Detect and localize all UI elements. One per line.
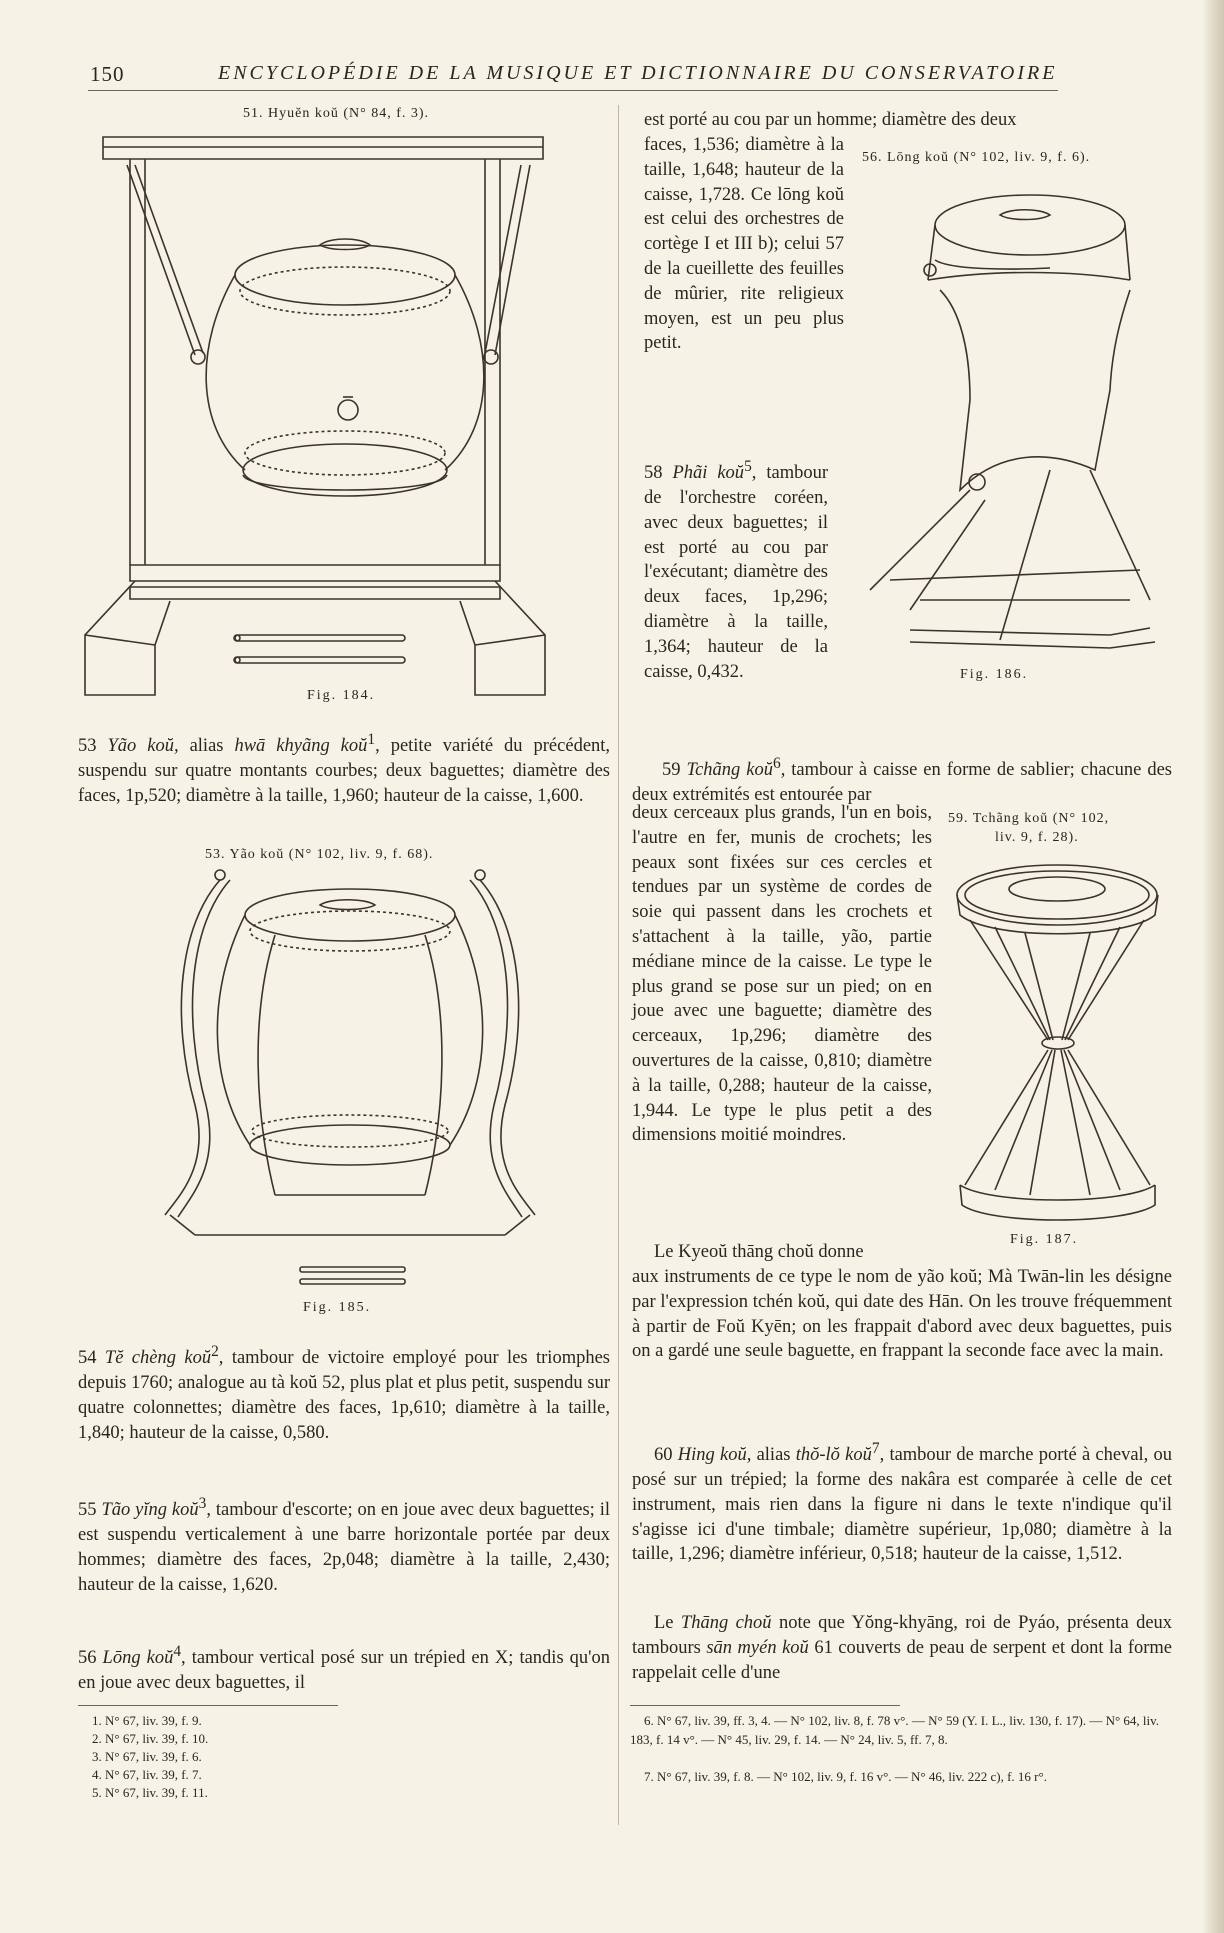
entry-56-footnote-ref: 4 [173,1643,182,1660]
entry-59-name: Tchãng koŭ [686,760,773,781]
figure-185-drawing [150,865,550,1295]
entry-53-text: , petite variété du précédent, suspendu sur quatre montants courbes; deux baguettes; diamètre des faces, 1p,520; diamètre à la taille, 1,960; hauteur de la caisse, 1,600. [78,736,611,806]
entry-59-text-after: aux instruments de ce type le nom de yão koŭ; Mà Twān-lin les désigne par l'expression tchén koŭ, qui date des Hān. On les trouve fréquemment à partir de Foŭ Kyēn; on les frappait d'abord avec deux baguettes, puis on a gardé une seule baguette, en frappant la seconde face avec la main. [632,1267,1172,1362]
entry-60-text: , tambour de marche porté à cheval, ou posé sur un trépied; la forme des nakâra est comparée à celle de cet instrument, mais rien dans la figure ni dans le texte n'indique qu'il s'agisse ici d'une timbale; diamètre supérieur, 1p,080; diamètre à la taille, 1,296; diamètre inférieur, 0,518; hauteur de la caisse, 1,512. [632,1445,1173,1565]
figure-187-drawing [950,855,1165,1240]
entry-55-footnote-ref: 3 [198,1495,207,1512]
entry-55-text: , tambour d'escorte; on en joue avec deux baguettes; il est suspendu verticalement à une barre horizontale portée par deux hommes; diamètre des faces, 2p,048; diamètre à la taille, 2,430; hauteur de la caisse, 1,620. [78,1500,610,1595]
caption-53: 53. Yão koŭ (N° 102, liv. 9, f. 68). [205,847,434,862]
entry-59-footnote-ref: 6 [772,755,781,772]
entry-59-narrow: deux cerceaux plus grands, l'un en bois, l'autre en fer, munis de crochets; les peaux sont fixées sur ces cercles et tendues par un système de cordes de soie qui passent dans les crochets et s'attachent à la taille, yão, partie médiane mince de la caisse. Le type le plus grand se pose sur un pied; on en joue avec une baguette; diamètre des cerceaux, 1p,296; diamètre des ouvertures de la caisse, 0,810; diamètre à la taille, 0,288; hauteur de la caisse, 1,944. Le type le plus petit a des dimensions moitié moindres. [632,803,932,1146]
figure-184-drawing [75,125,615,705]
entry-59-le-line: Le Kyeoŭ thāng choŭ donne [654,1242,864,1262]
column-divider [618,105,619,1825]
entry-55-number: 55 [78,1500,97,1521]
entry-59-text-full: , tambour à caisse en forme de sablier; chacune des deux extrémités est entourée par [632,760,1172,805]
figure-187-label: Fig. 187. [1010,1232,1079,1247]
entry-61-lead: Le [654,1613,674,1633]
caption-59-line-1: 59. Tchãng koŭ (N° 102, [948,811,1110,826]
entry-59-first-lines [632,752,1172,808]
entry-58-name: Phãi koŭ [672,463,745,484]
caption-59-line-2: liv. 9, f. 28). [995,830,1079,845]
entry-53-alias-name: hwā khyãng koŭ [234,736,368,757]
figure-185-label: Fig. 185. [303,1300,372,1315]
caption-51: 51. Hyuĕn koŭ (N° 84, f. 3). [243,106,430,121]
figure-186-label: Fig. 186. [960,667,1029,682]
entry-56-continued: faces, 1,536; diamètre à la taille, 1,648; hauteur de la caisse, 1,728. Ce lōng koŭ est celui des orchestres de cortège I et III b); celui 57 de la cueillette des feuilles de mûrier, rite religieux moyen, est un peu plus petit. [644,135,844,354]
footnote-1: 1. N° 67, liv. 39, f. 9. [92,1713,202,1728]
entry-60 [632,1437,1172,1567]
entry-60-alias: alias [756,1445,791,1466]
entry-61-name-2: sān myén koŭ [706,1637,809,1658]
footnote-5: 5. N° 67, liv. 39, f. 11. [92,1785,208,1800]
entry-58 [644,455,828,684]
entry-60-alias-name: thŏ-lŏ koŭ [795,1445,872,1466]
entry-56-number: 56 [78,1648,97,1669]
entry-54-text: , tambour de victoire employé pour les triomphes depuis 1760; analogue au tà koŭ 52, plus plat et plus petit, suspendu sur quatre colonnettes; diamètre des faces, 1p,610; diamètre à la taille, 1,840; hauteur de la caisse, 0,580. [78,1348,610,1443]
entry-58-text: , tambour de l'orchestre coréen, avec deux baguettes; il est porté au cou par l'exécutant; diamètre des deux faces, 1p,296; diamètre à la taille, 1,364; hauteur de la caisse, 0,432. [644,463,828,682]
footnote-4: 4. N° 67, liv. 39, f. 7. [92,1767,202,1782]
entry-54-name: Tĕ chèng koŭ [104,1348,212,1369]
header-rule [88,90,1058,91]
entry-55-name: Tão yĭng koŭ [101,1500,199,1521]
entry-60-number: 60 [654,1445,673,1466]
entry-56-text: , tambour vertical posé sur un trépied en X; tandis qu'on en joue avec deux baguettes, il [78,1648,611,1693]
entry-53-footnote-ref: 1 [367,731,376,748]
entry-56 [78,1640,610,1696]
entry-55 [78,1492,610,1597]
footnote-2: 2. N° 67, liv. 39, f. 10. [92,1731,209,1746]
entry-61-name: Thāng choŭ [680,1613,772,1633]
entry-54 [78,1340,610,1445]
entry-58-number: 58 [644,463,663,484]
running-title: ENCYCLOPÉDIE DE LA MUSIQUE ET DICTIONNAIRE DU CONSERVATOIRE [218,62,1058,84]
entry-56-name: Lōng koŭ [102,1648,174,1669]
entry-61-text-1: note que Yŏng-khyāng, roi de Pyáo, présenta deux tambours [632,1613,1173,1658]
figure-184-label: Fig. 184. [307,688,376,703]
entry-61-text-2: 61 couverts de peau de serpent et dont la forme rappelait celle d'une [632,1637,1172,1683]
entry-59-number: 59 [662,760,681,781]
page-edge [1202,0,1224,1933]
entry-54-number: 54 [78,1348,97,1369]
footnote-rule-left [78,1705,338,1706]
footnote-6: 6. N° 67, liv. 39, ff. 3, 4. — N° 102, liv. 8, f. 78 v°. — N° 59 (Y. I. L., liv. 130, f. 17). — N° 64, liv. 183, f. 14 v°. — N° 45, liv. 29, f. 14. — N° 24, liv. 5, ff. 7, 8. [630,1713,1160,1747]
entry-53-alias: alias [189,736,224,757]
entry-53 [78,728,610,809]
footnote-rule-right [630,1705,900,1706]
entry-58-footnote-ref: 5 [744,458,752,475]
entry-56-continued-first-line: est porté au cou par un homme; diamètre des deux [644,110,1017,130]
entry-60-name: Hing koŭ, [677,1445,752,1466]
entry-53-number: 53 [78,736,97,757]
entry-53-name: Yão koŭ, [107,736,179,757]
footnote-3: 3. N° 67, liv. 39, f. 6. [92,1749,202,1764]
page-number: 150 [90,62,125,86]
footnote-7: 7. N° 67, liv. 39, f. 8. — N° 102, liv. 9, f. 16 v°. — N° 46, liv. 222 c), f. 16 r°. [644,1769,1047,1784]
entry-54-footnote-ref: 2 [211,1343,219,1360]
entry-61 [632,1611,1172,1685]
caption-56: 56. Lōng koŭ (N° 102, liv. 9, f. 6). [862,150,1091,165]
figure-186-drawing [850,170,1180,670]
footnotes-left [92,1712,208,1802]
entry-60-footnote-ref: 7 [871,1440,880,1457]
